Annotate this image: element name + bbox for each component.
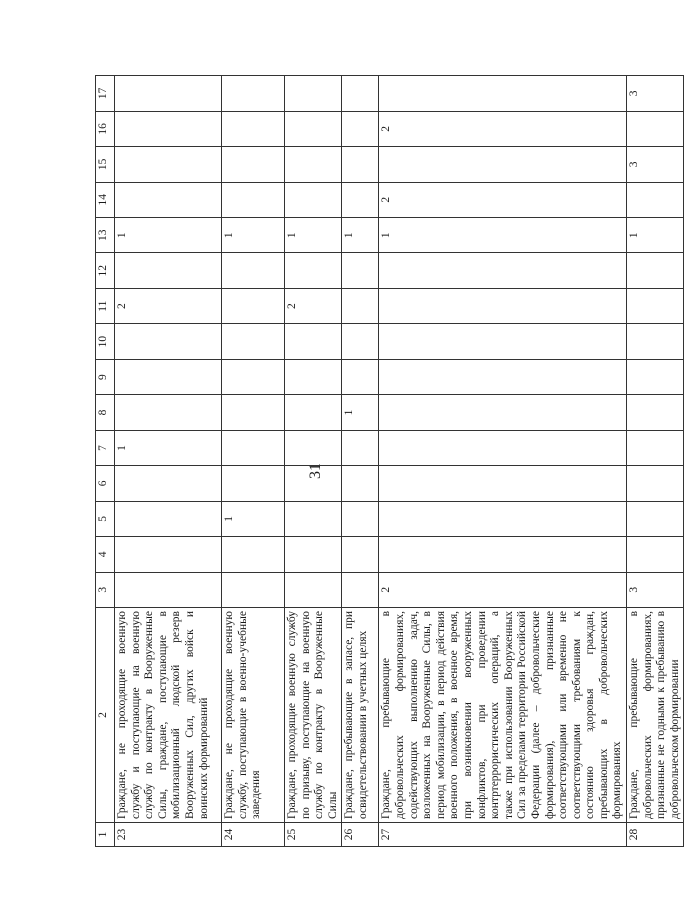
cell-col-14 [285,182,342,217]
cell-col-14 [627,182,684,217]
cell-col-4 [379,537,627,572]
column-header-6: 6 [96,466,115,501]
page-number: 31 [307,463,324,479]
cell-col-5 [379,501,627,536]
cell-col-12 [379,253,627,288]
cell-col-9 [285,359,342,394]
cell-col-7 [342,430,379,465]
cell-col-16: 2 [379,111,627,146]
cell-col-5 [342,501,379,536]
cell-col-8 [285,395,342,430]
cell-col-8 [379,395,627,430]
cell-col-6 [222,466,285,501]
cell-col-5: 1 [222,501,285,536]
column-header-5: 5 [96,501,115,536]
column-header-15: 15 [96,147,115,182]
row-number: 28 [627,823,684,847]
cell-col-9 [222,359,285,394]
cell-col-12 [222,253,285,288]
cell-col-9 [342,359,379,394]
cell-col-12 [115,253,222,288]
cell-col-13: 1 [115,218,222,253]
cell-col-15: 3 [627,147,684,182]
cell-col-3 [285,572,342,607]
cell-col-6 [342,466,379,501]
cell-col-8 [627,395,684,430]
column-header-11: 11 [96,288,115,323]
cell-col-7: 1 [115,430,222,465]
cell-col-6 [115,466,222,501]
cell-col-13: 1 [379,218,627,253]
cell-col-10 [379,324,627,359]
column-header-7: 7 [96,430,115,465]
column-header-8: 8 [96,395,115,430]
row-description: Граждане, пребывающие в добровольческих формированиях, содействующих выполнению задач, возложенных на Вооруженные Силы, в период мобилизации, в период действия военного положения, в военное время, при возникновении вооруженных конфликтов, при проведении контртеррористических операций, а также при использовании Вооруженных Сил за пределами территории Российской Федерации (далее – добровольческие формирования), признанные соответствующими или временно не соответствующими требованиям к состоянию здоровья граждан, пребывающих в добровольческих формированиях [379,608,627,823]
cell-col-4 [285,537,342,572]
cell-col-6 [627,466,684,501]
cell-col-17 [222,76,285,112]
cell-col-15 [285,147,342,182]
column-header-12: 12 [96,253,115,288]
cell-col-6 [379,466,627,501]
cell-col-13: 1 [222,218,285,253]
cell-col-15 [379,147,627,182]
cell-col-11 [222,288,285,323]
cell-col-3: 3 [627,572,684,607]
cell-col-16 [627,111,684,146]
cell-col-11 [342,288,379,323]
cell-col-17 [379,76,627,112]
table-row [285,76,342,847]
column-header-1: 1 [96,823,115,847]
cell-col-3 [342,572,379,607]
column-header-4: 4 [96,537,115,572]
row-description: Граждане, не проходящие военную службу, поступающие в военно-учебные заведения [222,608,285,823]
cell-col-14: 2 [379,182,627,217]
column-header-10: 10 [96,324,115,359]
column-header-2: 2 [96,608,115,823]
row-number: 27 [379,823,627,847]
cell-col-3 [115,572,222,607]
table-row [379,76,627,847]
cell-col-4 [222,537,285,572]
cell-col-10 [342,324,379,359]
cell-col-9 [627,359,684,394]
cell-col-17 [285,76,342,112]
cell-col-6 [285,466,342,501]
column-header-17: 17 [96,76,115,112]
cell-col-15 [342,147,379,182]
cell-col-5 [285,501,342,536]
cell-col-17 [115,76,222,112]
column-header-3: 3 [96,572,115,607]
cell-col-11: 2 [285,288,342,323]
cell-col-15 [115,147,222,182]
cell-col-14 [115,182,222,217]
cell-col-4 [342,537,379,572]
cell-col-9 [115,359,222,394]
cell-col-8 [222,395,285,430]
medical-requirements-table [95,75,684,847]
cell-col-9 [379,359,627,394]
cell-col-3: 2 [379,572,627,607]
cell-col-11 [379,288,627,323]
cell-col-13: 1 [627,218,684,253]
cell-col-16 [285,111,342,146]
cell-col-14 [342,182,379,217]
table-row [222,76,285,847]
column-header-14: 14 [96,182,115,217]
cell-col-7 [379,430,627,465]
cell-col-17: 3 [627,76,684,112]
column-header-16: 16 [96,111,115,146]
row-description: Граждане, пребывающие в добровольческих формированиях, признанные не годными к пребыванию в добровольческом формировании [627,608,684,823]
table-body [115,76,684,847]
row-number: 26 [342,823,379,847]
cell-col-3 [222,572,285,607]
table-row [627,76,684,847]
cell-col-16 [342,111,379,146]
cell-col-12 [342,253,379,288]
column-header-13: 13 [96,218,115,253]
cell-col-10 [222,324,285,359]
cell-col-13: 1 [342,218,379,253]
cell-col-16 [222,111,285,146]
cell-col-7 [285,430,342,465]
cell-col-11 [627,288,684,323]
cell-col-15 [222,147,285,182]
cell-col-10 [627,324,684,359]
cell-col-8 [115,395,222,430]
cell-col-4 [115,537,222,572]
cell-col-8: 1 [342,395,379,430]
row-description: Граждане, не проходящие военную службу и поступающие на военную службу по контракту в Вооруженные Силы, граждане, поступающие в мобилизационный людской резерв Вооруженных Сил, других войск и воинских формирований [115,608,222,823]
cell-col-4 [627,537,684,572]
table-row [115,76,222,847]
row-description: Граждане, пребывающие в запасе, при освидетельствовании в учетных целях [342,608,379,823]
column-header-9: 9 [96,359,115,394]
cell-col-17 [342,76,379,112]
cell-col-7 [222,430,285,465]
cell-col-5 [627,501,684,536]
rotated-table-container [95,75,681,847]
row-number: 24 [222,823,285,847]
cell-col-7 [627,430,684,465]
cell-col-5 [115,501,222,536]
row-number: 25 [285,823,342,847]
header-row [96,76,115,847]
cell-col-14 [222,182,285,217]
cell-col-13: 1 [285,218,342,253]
cell-col-16 [115,111,222,146]
row-number: 23 [115,823,222,847]
cell-col-12 [285,253,342,288]
row-description: Граждане, проходящие военную службу по призыву, поступающие на военную службу по контракту в Вооруженные Силы [285,608,342,823]
cell-col-10 [285,324,342,359]
table-row [342,76,379,847]
cell-col-11: 2 [115,288,222,323]
cell-col-10 [115,324,222,359]
table-wrapper [95,75,681,847]
cell-col-12 [627,253,684,288]
